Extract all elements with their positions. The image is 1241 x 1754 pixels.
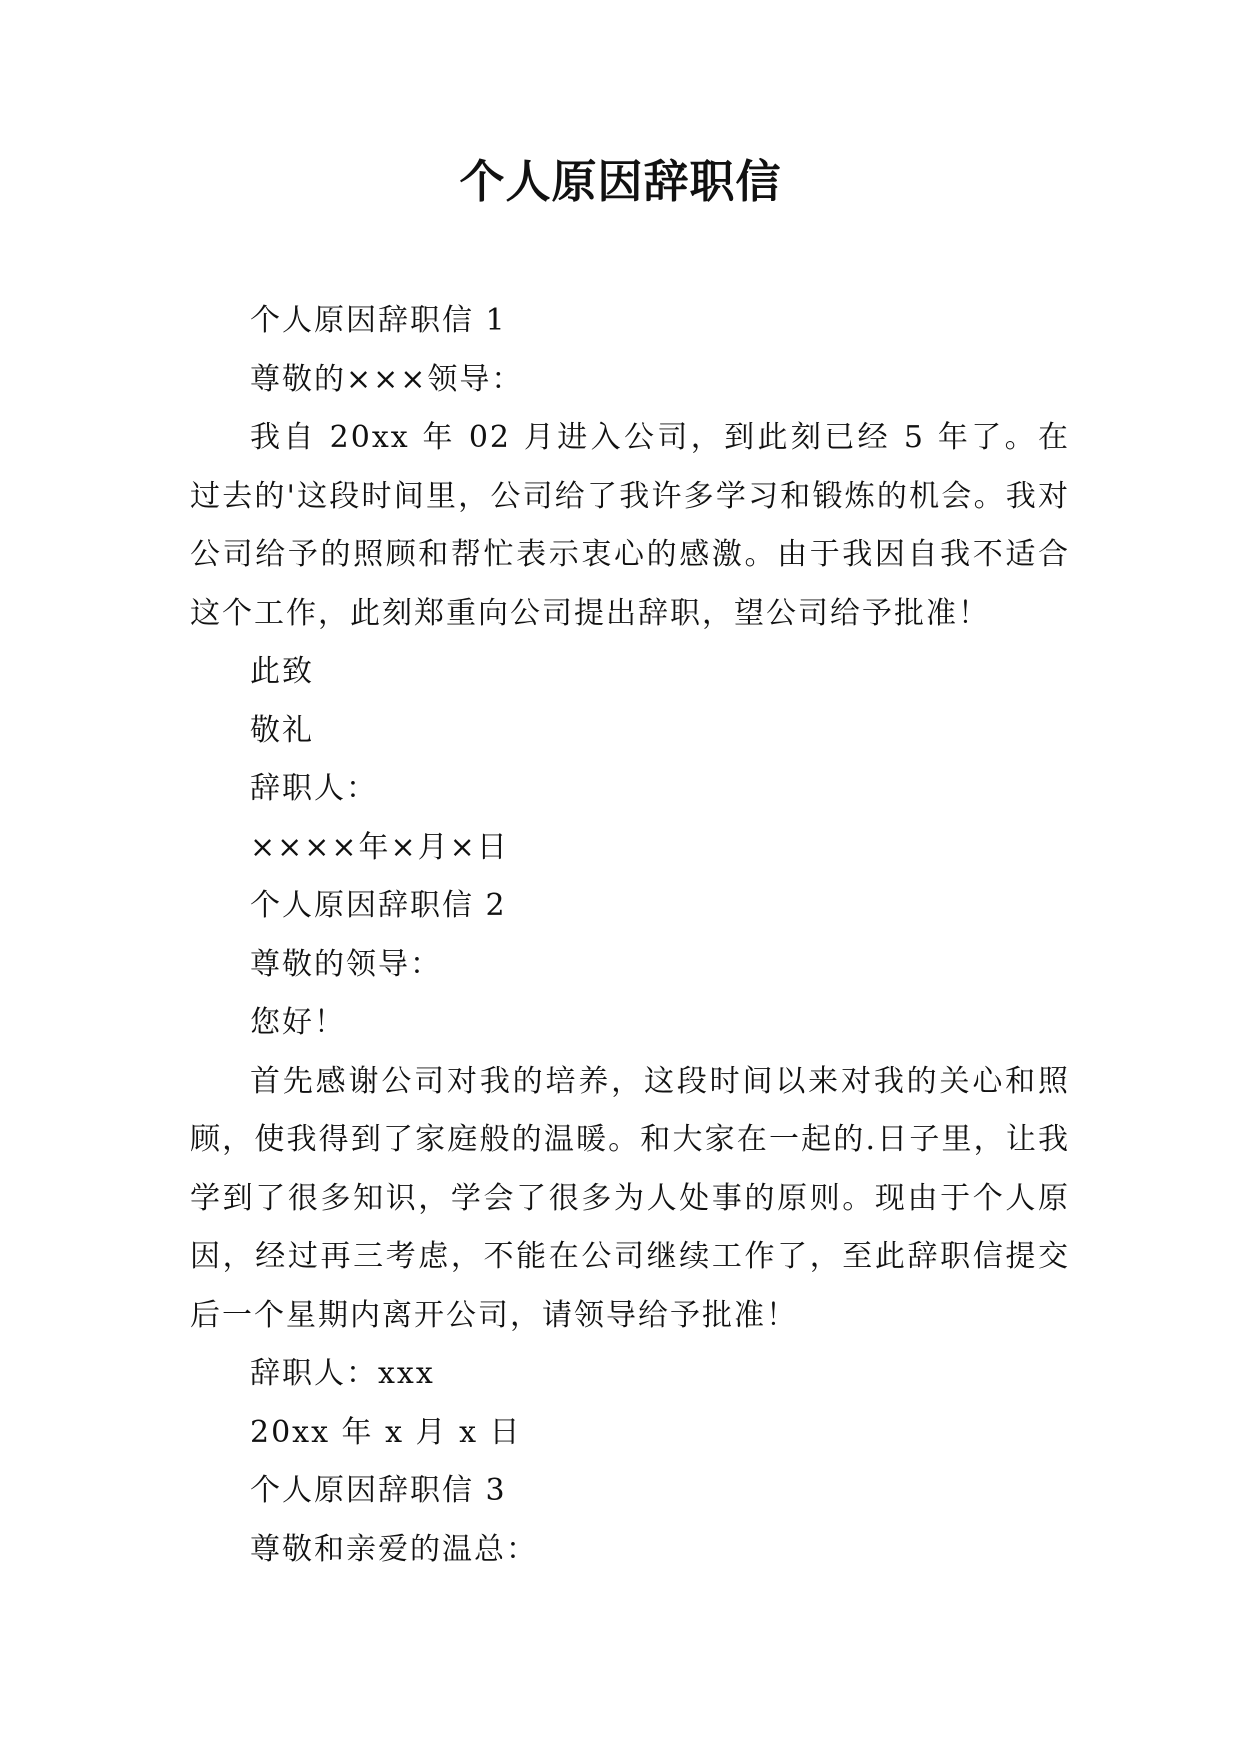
document-title: 个人原因辞职信 bbox=[459, 155, 782, 208]
body-paragraph: 首先感谢公司对我的培养，这段时间以来对我的关心和照顾，使我得到了家庭般的温暖。和大家在一起的.日子里，让我学到了很多知识，学会了很多为人处事的原则。现由于个人原因，经过再三考虑，不能在公司继续工作了，至此辞职信提交后一个星期内离开公司，请领导给予批准！ bbox=[190, 1063, 1070, 1333]
greeting: 您好！ bbox=[250, 1005, 346, 1040]
salutation: 尊敬的领导： bbox=[250, 946, 442, 982]
section-heading-2: 个人原因辞职信 2 bbox=[250, 888, 507, 923]
section-heading-1: 个人原因辞职信 1 bbox=[250, 303, 507, 338]
salutation: 尊敬的×××领导： bbox=[250, 361, 524, 397]
signature-line: 辞职人：xxx bbox=[250, 1356, 435, 1391]
date-line: 20xx 年 x 月 x 日 bbox=[250, 1414, 522, 1450]
section-heading-3: 个人原因辞职信 3 bbox=[250, 1473, 507, 1508]
closing-line: 敬礼 bbox=[250, 712, 314, 748]
closing-line: 此致 bbox=[250, 654, 314, 689]
date-line: ××××年×月×日 bbox=[250, 829, 509, 865]
body-paragraph: 我自 20xx 年 02 月进入公司，到此刻已经 5 年了。在过去的'这段时间里，公司给了我许多学习和锻炼的机会。我对公司给予的照顾和帮忙表示衷心的感激。由于我因自我不适合这个工作，此刻郑重向公司提出辞职，望公司给予批准！ bbox=[190, 420, 1070, 631]
signature-line: 辞职人： bbox=[250, 771, 378, 806]
salutation: 尊敬和亲爱的温总： bbox=[250, 1531, 538, 1567]
document-body bbox=[190, 292, 1070, 1579]
